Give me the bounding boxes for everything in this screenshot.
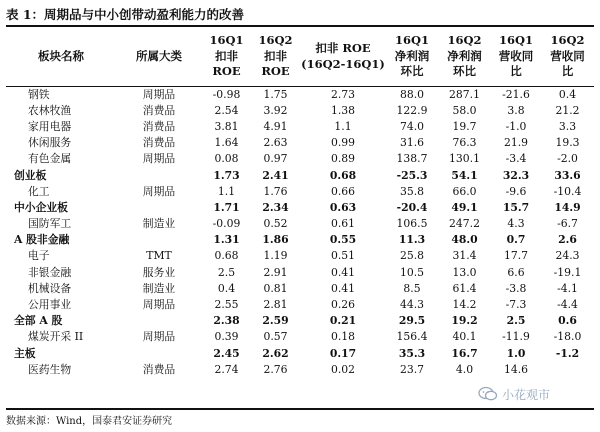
roe-q2-cell: 0.57 (263, 330, 288, 344)
category-cell (116, 313, 202, 329)
category-cell: 周期品 (142, 87, 176, 101)
roe-q2-cell: 1.19 (263, 249, 288, 263)
roe-q1-cell: 2.54 (214, 103, 239, 117)
header-np-q1-line: 16Q1 (394, 33, 430, 48)
header-np-q1 (386, 27, 438, 86)
rev-q2-cell (541, 361, 594, 377)
table-row (6, 232, 594, 248)
header-roe-diff-line: 扣非 ROE (315, 40, 371, 55)
table-row (6, 86, 594, 102)
roe-q2-cell: 2.41 (262, 168, 289, 182)
roe-diff-cell: 0.99 (330, 136, 356, 150)
sector-name-cell: 煤炭开采 II (28, 330, 84, 344)
np-q1-cell: 138.7 (396, 152, 428, 166)
np-q2-cell: 247.2 (449, 217, 480, 231)
np-q2-cell: 130.1 (449, 152, 480, 166)
np-q1-cell: 35.3 (398, 346, 426, 360)
category-cell (116, 232, 202, 248)
roe-diff-cell: 1.38 (330, 103, 356, 117)
roe-diff-cell: 0.18 (330, 330, 356, 344)
np-q2-cell: 76.3 (452, 136, 477, 150)
sector-name-cell: 休闲服务 (28, 136, 72, 150)
np-q2-cell: 19.2 (451, 314, 478, 328)
header-category (116, 27, 202, 86)
roe-q2-cell: 2.34 (262, 200, 289, 214)
sector-name-cell: 非银金融 (28, 265, 72, 279)
rev-q2-cell: 2.6 (558, 233, 577, 247)
rev-q1-cell: -9.6 (505, 184, 527, 198)
sector-name-cell: 电子 (28, 249, 50, 263)
header-rev-q2-line: 比 (561, 64, 574, 79)
rev-q1-cell: -7.3 (505, 298, 527, 312)
rev-q1-cell: -3.8 (505, 281, 527, 295)
table-row (6, 264, 594, 280)
rev-q2-cell: -1.2 (555, 346, 580, 360)
sector-name-cell: 钢铁 (28, 87, 50, 101)
header-np-q2-line: 16Q2 (447, 33, 482, 48)
np-q1-cell: 11.3 (398, 233, 426, 247)
np-q1-cell: 156.4 (396, 330, 428, 344)
np-q2-cell: 40.1 (452, 330, 477, 344)
roe-q2-cell: 2.59 (262, 314, 289, 328)
sector-name-cell: 家用电器 (28, 119, 72, 133)
header-sector-line: 板块名称 (38, 48, 84, 63)
header-np-q1-line: 净利润 (394, 48, 430, 63)
table-row (6, 248, 594, 264)
rev-q2-cell: -4.1 (557, 281, 578, 295)
roe-q1-cell: 2.74 (214, 362, 239, 376)
np-q1-cell: 44.3 (399, 298, 425, 312)
rev-q1-cell: 6.6 (507, 265, 525, 279)
np-q1-cell: 88.0 (399, 87, 425, 101)
np-q2-cell: 14.2 (452, 298, 477, 312)
roe-q2-cell: 2.81 (263, 298, 288, 312)
np-q2-cell: 54.1 (451, 168, 478, 182)
header-sector (6, 27, 116, 86)
rev-q2-cell: 33.6 (554, 168, 581, 182)
roe-q2-cell: 1.75 (263, 87, 288, 101)
header-rule (6, 86, 594, 87)
roe-q2-cell: 2.63 (263, 136, 288, 150)
rev-q2-cell: 0.6 (558, 314, 577, 328)
np-q2-cell: 66.0 (452, 184, 477, 198)
table-row (6, 329, 594, 345)
np-q1-cell: 10.5 (399, 265, 425, 279)
rev-q2-cell: -10.4 (553, 184, 582, 198)
roe-q1-cell: 1.31 (213, 233, 240, 247)
roe-diff-cell: 0.63 (329, 200, 357, 214)
header-roe-q2-line: 16Q2 (258, 33, 293, 48)
roe-diff-cell: 0.66 (330, 184, 356, 198)
roe-q2-cell: 3.92 (263, 103, 288, 117)
header-rev-q1-line: 16Q1 (498, 33, 534, 48)
header-rev-q2-line: 营收同 (550, 48, 585, 63)
rev-q1-cell: 1.0 (506, 346, 526, 360)
rev-q2-cell: 21.2 (555, 103, 580, 117)
table-title: 表 1：周期品与中小创带动盈利能力的改善 (6, 7, 245, 22)
roe-q1-cell: 1.73 (213, 168, 240, 182)
roe-q1-cell: -0.09 (212, 217, 241, 231)
roe-diff-cell: 1.1 (334, 119, 352, 133)
category-cell (116, 199, 202, 215)
roe-diff-cell: 0.41 (330, 281, 356, 295)
roe-q1-cell: 3.81 (214, 119, 239, 133)
roe-q1-cell: 0.08 (214, 152, 239, 166)
roe-q2-cell: 2.91 (263, 265, 288, 279)
header-roe-diff (300, 27, 386, 86)
roe-diff-cell: 0.89 (330, 152, 356, 166)
category-cell: TMT (146, 249, 172, 263)
roe-q2-cell: 0.81 (263, 281, 288, 295)
roe-q1-cell: 0.68 (214, 249, 239, 263)
roe-q1-cell: 2.5 (217, 265, 236, 279)
category-cell: 周期品 (142, 152, 176, 166)
roe-diff-cell: 0.17 (329, 346, 357, 360)
np-q2-cell: 4.0 (455, 362, 474, 376)
np-q1-cell: 25.8 (399, 249, 425, 263)
header-roe-q2-line: ROE (261, 64, 290, 79)
category-cell: 周期品 (142, 330, 176, 344)
header-roe-q2 (251, 27, 300, 86)
rev-q1-cell: 0.7 (506, 233, 526, 247)
header-row (6, 27, 594, 86)
sector-name-cell: 医药生物 (28, 362, 72, 376)
roe-diff-cell: 0.41 (330, 265, 356, 279)
category-cell (116, 167, 202, 183)
np-q2-cell: 287.1 (449, 87, 480, 101)
roe-diff-cell: 2.73 (330, 87, 356, 101)
np-q1-cell: -20.4 (396, 200, 428, 214)
roe-q1-cell: 2.45 (213, 346, 240, 360)
header-roe-q1-line: 扣非 (215, 48, 238, 63)
roe-q2-cell: 2.62 (262, 346, 289, 360)
table-body (6, 86, 594, 377)
sector-name-cell: 化工 (28, 184, 50, 198)
rev-q2-cell: 24.3 (555, 249, 580, 263)
bottom-rule (6, 408, 594, 410)
roe-q1-cell: 0.4 (217, 281, 236, 295)
table-row (6, 296, 594, 312)
np-q1-cell: 31.6 (399, 136, 425, 150)
np-q2-cell: 13.0 (452, 265, 477, 279)
rev-q2-cell: 3.3 (558, 119, 577, 133)
roe-q1-cell: 0.39 (214, 330, 239, 344)
header-rev-q1-line: 比 (510, 64, 522, 79)
category-cell: 服务业 (142, 265, 176, 279)
table-row (6, 361, 594, 377)
rev-q1-cell: 14.6 (503, 362, 529, 376)
np-q1-cell: 23.7 (399, 362, 425, 376)
roe-q1-cell: 2.55 (214, 298, 239, 312)
sector-name-cell: 公用事业 (28, 298, 72, 312)
roe-q2-cell: 4.91 (263, 119, 288, 133)
data-table (6, 27, 594, 377)
roe-q2-cell: 0.97 (263, 152, 288, 166)
roe-q2-cell: 2.76 (263, 362, 288, 376)
np-q2-cell: 31.4 (452, 249, 477, 263)
rev-q2-cell: 19.3 (555, 136, 580, 150)
category-cell: 周期品 (142, 184, 176, 198)
watermark-text: 小花观市 (502, 387, 551, 402)
rev-q2-cell: -6.7 (557, 217, 578, 231)
header-roe-q1 (202, 27, 251, 86)
roe-q2-cell: 1.86 (262, 233, 289, 247)
sector-name-cell: 农林牧渔 (28, 103, 72, 117)
header-roe-q1-line: 16Q1 (209, 33, 244, 48)
np-q2-cell: 58.0 (452, 103, 477, 117)
roe-diff-cell: 0.26 (330, 298, 356, 312)
np-q1-cell: 29.5 (398, 314, 426, 328)
sector-name-cell: A 股非金融 (14, 233, 70, 247)
header-np-q2-line: 净利润 (447, 48, 482, 63)
roe-diff-cell: 0.51 (330, 249, 356, 263)
category-cell: 制造业 (142, 281, 176, 295)
table-header (6, 27, 594, 86)
roe-diff-cell: 0.21 (329, 314, 357, 328)
roe-q2-cell: 0.52 (263, 217, 288, 231)
rev-q1-cell: 17.7 (503, 249, 529, 263)
header-rev-q1-line: 营收同 (498, 48, 534, 63)
source-note: 数据来源：Wind，国泰君安证券研究 (6, 416, 173, 427)
sector-name-cell: 国防军工 (28, 217, 72, 231)
header-np-q2 (438, 27, 491, 86)
sector-name-cell: 创业板 (14, 168, 47, 182)
table-row (6, 280, 594, 296)
table-row (6, 199, 594, 215)
roe-diff-cell: 0.02 (330, 362, 356, 376)
rev-q1-cell: 4.3 (507, 217, 525, 231)
category-cell: 周期品 (142, 298, 176, 312)
rev-q2-cell: -4.4 (557, 298, 578, 312)
header-np-q2-line: 环比 (453, 64, 476, 79)
header-np-q1-line: 环比 (400, 64, 424, 79)
table-row (6, 102, 594, 118)
np-q1-cell: -25.3 (396, 168, 428, 182)
sector-name-cell: 有色金属 (28, 152, 72, 166)
rev-q2-cell: -2.0 (557, 152, 578, 166)
rev-q2-cell: 14.9 (554, 200, 581, 214)
table-row (6, 118, 594, 134)
np-q1-cell: 74.0 (399, 119, 425, 133)
rev-q2-cell: -18.0 (553, 330, 582, 344)
header-roe-diff-line: (16Q2-16Q1) (301, 56, 385, 71)
category-cell: 消费品 (142, 136, 176, 150)
np-q2-cell: 49.1 (451, 200, 478, 214)
header-rev-q1 (491, 27, 541, 86)
roe-diff-cell: 0.61 (330, 217, 356, 231)
roe-q2-cell: 1.76 (263, 184, 288, 198)
sector-name-cell: 机械设备 (28, 281, 72, 295)
rev-q1-cell: -3.4 (505, 152, 527, 166)
category-cell: 消费品 (142, 362, 176, 376)
np-q1-cell: 106.5 (396, 217, 428, 231)
rev-q1-cell: 21.9 (503, 136, 529, 150)
header-rev-q2 (541, 27, 594, 86)
table-row (6, 313, 594, 329)
rev-q1-cell: -21.6 (502, 87, 530, 101)
category-cell (116, 345, 202, 361)
table-row (6, 345, 594, 361)
table-row (6, 167, 594, 183)
np-q1-cell: 8.5 (403, 281, 421, 295)
watermark (478, 384, 550, 404)
table-row (6, 135, 594, 151)
np-q2-cell: 19.7 (452, 119, 477, 133)
sector-name-cell: 主板 (14, 346, 36, 360)
rev-q2-cell: 0.4 (558, 87, 577, 101)
table-row (6, 216, 594, 232)
header-category-line: 所属大类 (136, 48, 182, 63)
roe-diff-cell: 0.68 (329, 168, 357, 182)
rev-q1-cell: -11.9 (502, 330, 530, 344)
np-q2-cell: 61.4 (452, 281, 477, 295)
category-cell: 制造业 (142, 217, 176, 231)
rev-q1-cell: 3.8 (507, 103, 525, 117)
sector-name-cell: 中小企业板 (14, 200, 68, 214)
category-cell: 消费品 (142, 103, 176, 117)
rev-q2-cell: -19.1 (553, 265, 582, 279)
roe-q1-cell: 1.1 (217, 184, 236, 198)
header-roe-q2-line: 扣非 (264, 48, 287, 63)
rev-q1-cell: -1.0 (505, 119, 527, 133)
table-row (6, 151, 594, 167)
table-row (6, 183, 594, 199)
roe-q1-cell: 2.38 (213, 314, 240, 328)
np-q2-cell: 48.0 (451, 233, 478, 247)
roe-q1-cell: 1.71 (213, 200, 240, 214)
roe-q1-cell: 1.64 (214, 136, 239, 150)
np-q1-cell: 35.8 (399, 184, 425, 198)
category-cell: 消费品 (142, 119, 176, 133)
rev-q1-cell: 2.5 (506, 314, 526, 328)
roe-q1-cell: -0.98 (212, 87, 241, 101)
header-roe-q1-line: ROE (212, 64, 241, 79)
np-q2-cell: 16.7 (451, 346, 478, 360)
rev-q1-cell: 32.3 (502, 168, 530, 182)
wechat-icon (478, 386, 498, 402)
np-q1-cell: 122.9 (396, 103, 428, 117)
roe-diff-cell: 0.55 (329, 233, 357, 247)
rev-q1-cell: 15.7 (502, 200, 530, 214)
header-rev-q2-line: 16Q2 (550, 33, 585, 48)
sector-name-cell: 全部 A 股 (14, 314, 63, 328)
